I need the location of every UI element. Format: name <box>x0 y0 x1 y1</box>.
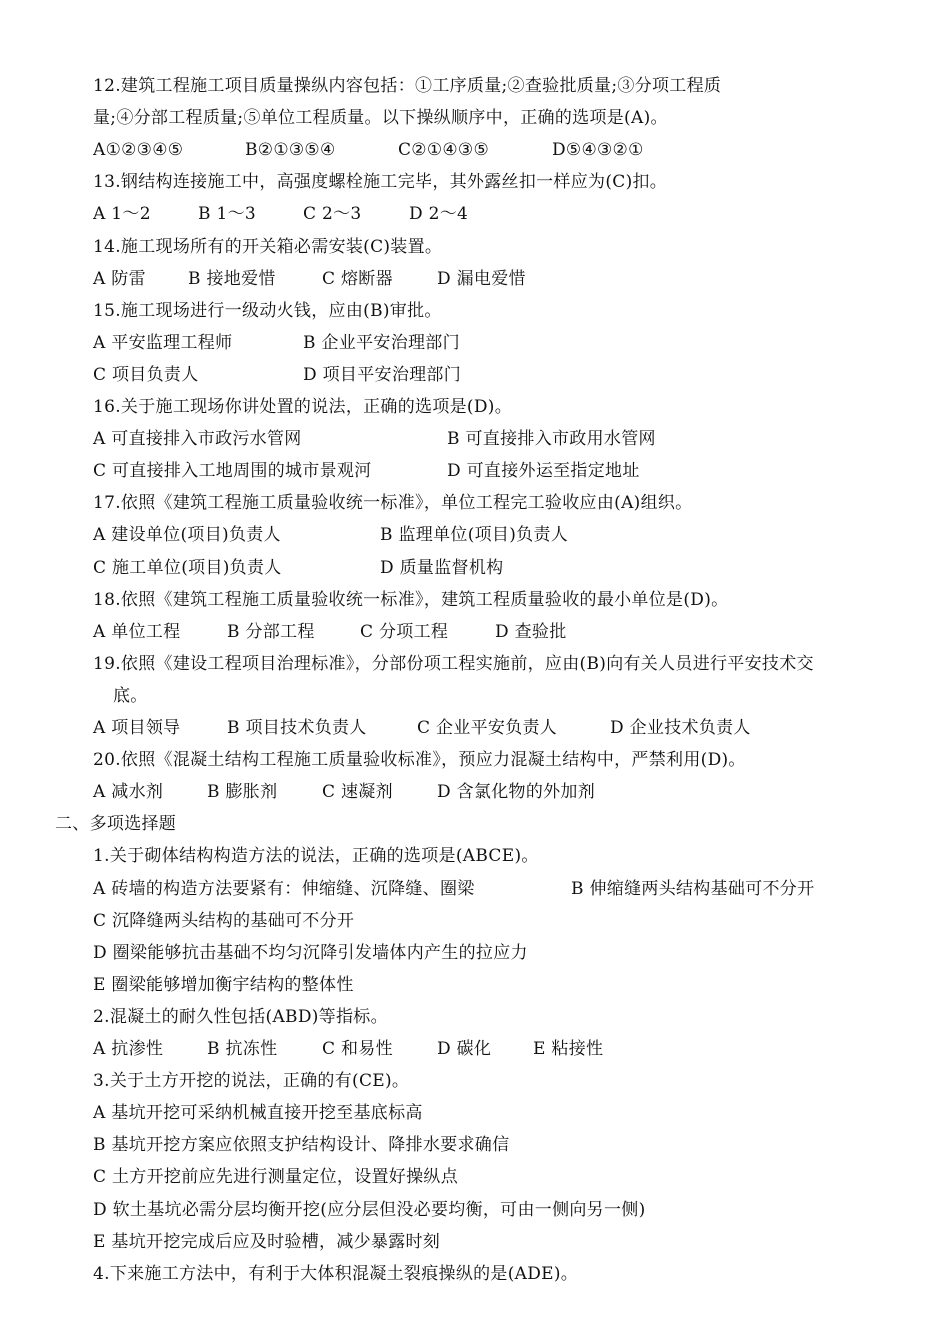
question-line: 16.关于施工现场你讲处置的说法，正确的选项是(D)。 <box>93 397 513 417</box>
answer-option: B②①③⑤④ <box>245 140 336 160</box>
answer-option: D 质量监督机构 <box>380 558 504 578</box>
answer-option: C 2～3 <box>303 204 362 224</box>
answer-option: B 企业平安治理部门 <box>303 333 460 353</box>
answer-option: A 抗渗性 <box>93 1039 164 1059</box>
answer-option: C 项目负责人 <box>93 365 199 385</box>
question-line: 13.钢结构连接施工中，高强度螺栓施工完毕，其外露丝扣一样应为(C)扣。 <box>93 172 668 192</box>
question-line: D 软土基坑必需分层均衡开挖(应分层但没必要均衡，可由一侧向另一侧) <box>93 1200 646 1220</box>
answer-option: D 可直接外运至指定地址 <box>447 461 640 481</box>
answer-option: B 监理单位(项目)负责人 <box>380 525 569 545</box>
question-line: E 圈梁能够增加衡宇结构的整体性 <box>93 975 354 995</box>
question-line: D 圈梁能够抗击基础不均匀沉降引发墙体内产生的拉应力 <box>93 943 528 963</box>
answer-option: C 企业平安负责人 <box>417 718 558 738</box>
answer-option: D⑤④③②① <box>552 140 644 160</box>
answer-option: C 速凝剂 <box>322 782 393 802</box>
question-line: 12.建筑工程施工项目质量操纵内容包括：①工序质量;②查验批质量;③分项工程质 <box>93 76 722 96</box>
question-line: 2.混凝土的耐久性包括(ABD)等指标。 <box>93 1007 388 1027</box>
answer-option: D 项目平安治理部门 <box>303 365 462 385</box>
answer-option: A①②③④⑤ <box>93 140 184 160</box>
answer-option: A 砖墙的构造方法要紧有：伸缩缝、沉降缝、圈梁 <box>93 879 475 899</box>
answer-option: D 含氯化物的外加剂 <box>437 782 596 802</box>
answer-option: A 项目领导 <box>93 718 181 738</box>
question-line: E 基坑开挖完成后应及时验槽，减少暴露时刻 <box>93 1232 441 1252</box>
question-line: 20.依照《混凝土结构工程施工质量验收标准》，预应力混凝土结构中，严禁利用(D)。 <box>93 750 746 770</box>
answer-option: D 碳化 <box>437 1039 492 1059</box>
question-line: 14.施工现场所有的开关箱必需安装(C)装置。 <box>93 237 443 257</box>
answer-option: B 分部工程 <box>227 622 315 642</box>
answer-option: A 建设单位(项目)负责人 <box>93 525 281 545</box>
answer-option: B 1～3 <box>198 204 257 224</box>
answer-option: B 项目技术负责人 <box>227 718 367 738</box>
answer-option: B 可直接排入市政用水管网 <box>447 429 656 449</box>
question-line: C 土方开挖前应先进行测量定位，设置好操纵点 <box>93 1167 459 1187</box>
answer-option: A 单位工程 <box>93 622 181 642</box>
answer-option: C 可直接排入工地周围的城市景观河 <box>93 461 372 481</box>
question-line: A 基坑开挖可采纳机械直接开挖至基底标高 <box>93 1103 423 1123</box>
question-line: 底。 <box>113 686 148 706</box>
question-line: 量;④分部工程质量;⑤单位工程质量。以下操纵顺序中，正确的选项是(A)。 <box>93 108 668 128</box>
answer-option: B 抗冻性 <box>207 1039 278 1059</box>
answer-option: D 企业技术负责人 <box>610 718 751 738</box>
answer-option: A 防雷 <box>93 269 146 289</box>
question-line: 3.关于土方开挖的说法，正确的有(CE)。 <box>93 1071 410 1091</box>
answer-option: B 接地爱惜 <box>188 269 276 289</box>
answer-option: A 减水剂 <box>93 782 164 802</box>
question-line: 19.依照《建设工程项目治理标准》，分部份项工程实施前，应由(B)向有关人员进行平安技术交 <box>93 654 814 674</box>
answer-option: B 膨胀剂 <box>207 782 278 802</box>
answer-option: E 粘接性 <box>533 1039 604 1059</box>
section-heading: 二、多项选择题 <box>55 814 177 834</box>
answer-option: A 平安监理工程师 <box>93 333 233 353</box>
answer-option: A 可直接排入市政污水管网 <box>93 429 302 449</box>
answer-option: C 施工单位(项目)负责人 <box>93 558 282 578</box>
answer-option: C 分项工程 <box>360 622 449 642</box>
question-line: B 基坑开挖方案应依照支护结构设计、降排水要求确信 <box>93 1135 510 1155</box>
question-line: 17.依照《建筑工程施工质量验收统一标准》，单位工程完工验收应由(A)组织。 <box>93 493 693 513</box>
answer-option: C②①④③⑤ <box>398 140 490 160</box>
answer-option: C 和易性 <box>322 1039 393 1059</box>
question-line: 15.施工现场进行一级动火钱，应由(B)审批。 <box>93 301 442 321</box>
question-line: 18.依照《建筑工程施工质量验收统一标准》，建筑工程质量验收的最小单位是(D)。 <box>93 590 729 610</box>
question-line: 4.下来施工方法中，有利于大体积混凝土裂痕操纵的是(ADE)。 <box>93 1264 579 1284</box>
answer-option: D 漏电爱惜 <box>437 269 526 289</box>
answer-option: D 查验批 <box>495 622 567 642</box>
question-line: C 沉降缝两头结构的基础可不分开 <box>93 911 355 931</box>
answer-option: B 伸缩缝两头结构基础可不分开 <box>571 879 815 899</box>
question-line: 1.关于砌体结构构造方法的说法，正确的选项是(ABCE)。 <box>93 846 539 866</box>
answer-option: C 熔断器 <box>322 269 393 289</box>
answer-option: A 1～2 <box>93 204 151 224</box>
answer-option: D 2～4 <box>409 204 469 224</box>
